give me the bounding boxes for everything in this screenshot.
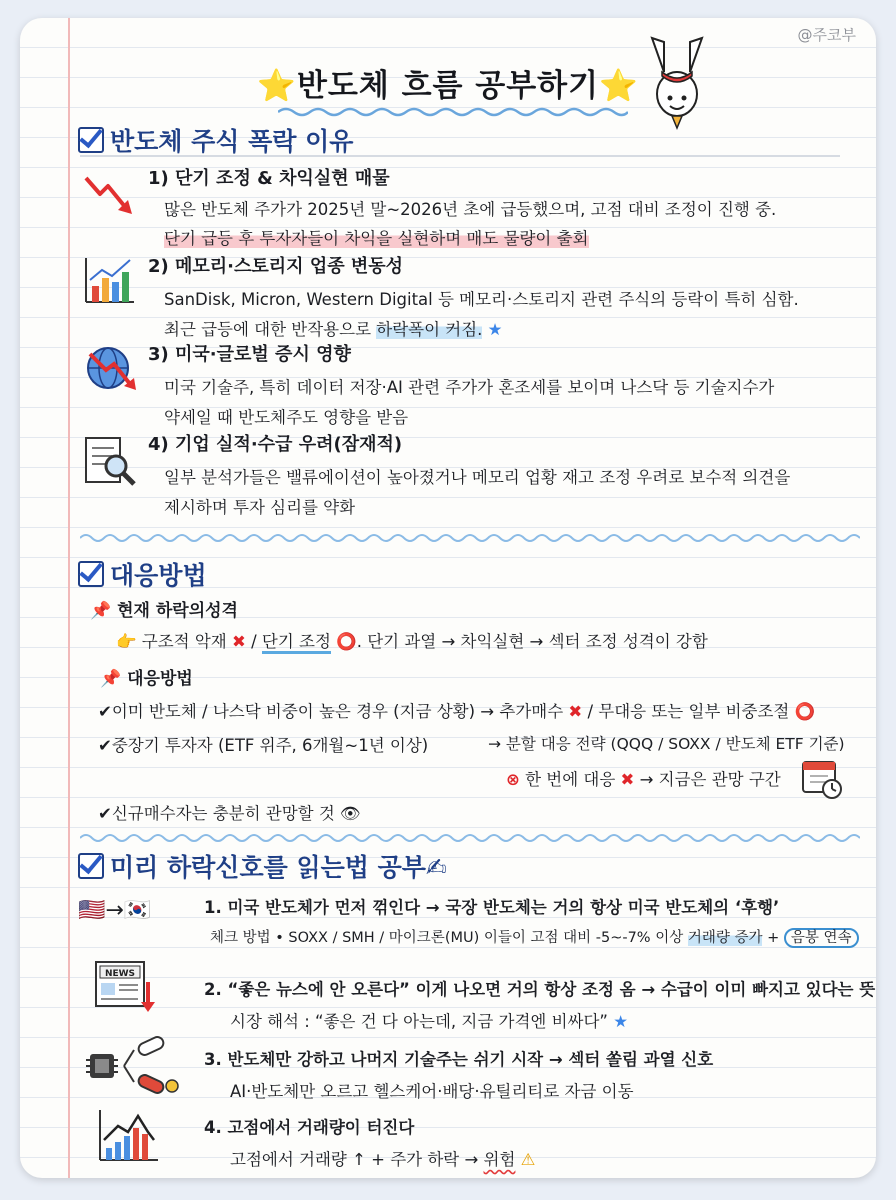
item-text: SanDisk, Micron, Western Digital 등 메모리·스토리지 관련 주식의 등락이 특히 심함. — [164, 290, 799, 309]
wavy-divider — [80, 532, 860, 544]
section-title-text: 대응방법 — [110, 561, 207, 590]
margin-line — [68, 18, 70, 1178]
title-block — [20, 60, 876, 105]
x-mark-icon: ✖ — [620, 770, 635, 789]
checkbox-icon — [78, 561, 104, 587]
o-mark-icon: ⭕ — [794, 702, 816, 721]
item-title: 3) 미국·글로벌 증시 영향 — [148, 344, 351, 365]
signal-text-part: 체크 방법 • SOXX / SMH / 마이크론(MU) 이들이 고점 대비 -5~-7% 이상 — [210, 930, 688, 946]
kr-flag-icon: 🇰🇷 — [123, 898, 152, 923]
item-text-part: 최근 급등에 대한 반작용으로 — [164, 320, 377, 339]
mascot-icon — [642, 32, 712, 132]
section-title-signals — [78, 848, 447, 884]
star-icon: ★ — [613, 1012, 628, 1031]
short-term-adjustment: 단기 조정 — [262, 632, 331, 654]
star-icon: ★ — [487, 320, 503, 339]
page-title — [257, 68, 638, 104]
section-title-response — [78, 556, 207, 592]
warning-icon: ⚠ — [520, 1150, 536, 1169]
response-row — [98, 732, 428, 756]
signal-title: 2. “좋은 뉴스에 안 오른다” 이게 나오면 거의 항상 조정 옴 → 수급이 이미 빠지고 있다는 뜻 — [204, 980, 876, 999]
item-title: 2) 메모리·스토리지 업종 변동성 — [148, 256, 404, 277]
title-text: 반도체 흐름 공부하기 — [296, 68, 600, 104]
signal-text — [210, 926, 859, 947]
document-search-icon — [82, 434, 138, 490]
response-text: 신규매수자는 충분히 관망할 것 — [111, 804, 341, 823]
eye-icon: 👁 — [340, 804, 361, 823]
response-text: / 무대응 또는 일부 비중조절 — [582, 702, 795, 721]
checkbox-icon — [78, 853, 104, 879]
note-page — [20, 18, 876, 1178]
ban-icon: ⊗ — [506, 770, 520, 789]
calendar-clock-icon — [800, 756, 844, 800]
chip-pills-icon — [80, 1036, 180, 1098]
x-mark-icon: ✖ — [232, 632, 246, 651]
item-title: 4) 기업 실적·수급 우려(잠재적) — [148, 434, 403, 455]
checkbox-icon — [78, 127, 104, 153]
check-icon: ✔ — [98, 702, 112, 721]
section-underline — [80, 154, 860, 158]
pin-icon: 📌 — [100, 669, 122, 689]
sub-head-text: 대응방법 — [127, 669, 193, 689]
us-flag-icon: 🇺🇸 — [78, 898, 106, 923]
section-title-crash-reasons — [78, 122, 353, 158]
highlight-red: 단기 급등 후 투자자들이 차익을 실현하며 매도 물량이 출회 — [164, 229, 589, 248]
item-title: 1) 단기 조정 & 차익실현 매물 — [148, 168, 390, 189]
item-text — [164, 225, 589, 249]
globe-down-icon — [84, 344, 140, 396]
bar-chart-icon — [84, 256, 136, 304]
newspaper-icon — [92, 958, 158, 1014]
signal-title: 4. 고점에서 거래량이 터진다 — [204, 1118, 415, 1137]
check-icon: ✔ — [98, 736, 112, 755]
writing-hand-icon: ✍ — [425, 853, 447, 882]
response-row — [98, 698, 815, 722]
response-row-strategy: → 분할 대응 전략 (QQQ / SOXX / 반도체 ETF 기준) — [488, 735, 845, 753]
arrow-icon: → — [105, 898, 124, 923]
title-underline — [278, 106, 628, 118]
signal-text-part: 시장 해석 : “좋은 건 다 아는데, 지금 가격엔 비싸다” — [230, 1012, 614, 1031]
pin-icon: 📌 — [90, 601, 112, 621]
item-text: 많은 반도체 주가가 2025년 말~2026년 초에 급등했으며, 고점 대비 조정이 진행 중. — [164, 200, 777, 219]
signal-text-part: 고점에서 거래량 ↑ + 주가 하락 → — [230, 1150, 484, 1169]
x-mark-icon: ✖ — [568, 702, 583, 721]
signal-title: 1. 미국 반도체가 먼저 꺾인다 → 국장 반도체는 거의 항상 미국 반도체의 ‘후행’ — [204, 898, 780, 917]
star-icon: ⭐ — [257, 68, 297, 104]
response-text: → 지금은 관망 구간 — [634, 770, 781, 789]
wavy-divider — [80, 832, 860, 844]
nature-text-a: 구조적 악재 — [141, 632, 227, 651]
section-title-text: 반도체 주식 폭락 이유 — [110, 127, 354, 156]
signal-title: 3. 반도체만 강하고 나머지 기술주는 쉬기 시작 → 섹터 쏠림 과열 신호 — [204, 1050, 714, 1069]
response-row — [506, 766, 781, 790]
star-icon: ⭐ — [599, 68, 639, 104]
signal-text: AI·반도체만 오르고 헬스케어·배당·유틸리티로 자금 이동 — [230, 1082, 634, 1101]
sub-head-response — [100, 664, 193, 689]
check-icon: ✔ — [98, 804, 112, 823]
pointer-icon: 👉 — [116, 632, 137, 651]
signal-text — [230, 1146, 535, 1170]
circled-text: 음봉 연속 — [784, 928, 859, 948]
signal-text-part: + — [762, 930, 784, 946]
sub-head-nature — [90, 596, 238, 621]
down-trend-arrow-icon — [82, 172, 136, 218]
danger-text: 위험 — [483, 1150, 516, 1169]
item-text: 일부 분석가들은 밸류에이션이 높아졌거나 메모리 업황 재고 조정 우려로 보수적 의견을 — [164, 468, 791, 487]
watermark: @주코부 — [797, 26, 856, 44]
response-text: 이미 반도체 / 나스닥 비중이 높은 경우 (지금 상황) → 추가매수 — [111, 702, 569, 721]
response-row — [98, 800, 361, 824]
item-text: 제시하며 투자 심리를 약화 — [164, 498, 356, 517]
flags — [78, 898, 151, 923]
nature-line — [116, 628, 708, 652]
item-text: 약세일 때 반도체주도 영향을 받음 — [164, 408, 409, 427]
o-mark-icon: ⭕ — [336, 632, 357, 651]
separator: / — [245, 632, 262, 651]
news-label: NEWS — [104, 969, 136, 979]
item-text — [164, 316, 502, 340]
sub-head-text: 현재 하락의성격 — [117, 601, 238, 621]
response-text: 중장기 투자자 (ETF 위주, 6개월~1년 이상) — [111, 736, 429, 755]
item-text: 미국 기술주, 특히 데이터 저장·AI 관련 주가가 혼조세를 보이며 나스닥 등 기술지수가 — [164, 378, 775, 397]
signal-text — [230, 1008, 628, 1032]
response-text: 한 번에 대응 — [525, 770, 621, 789]
section-title-text: 미리 하락신호를 읽는법 공부 — [110, 853, 426, 882]
volume-chart-icon — [96, 1106, 162, 1164]
highlight-blue: 하락폭이 커짐. — [376, 320, 483, 339]
highlight-blue: 거래량 증가 — [687, 930, 763, 946]
nature-text-c: . 단기 과열 → 차익실현 → 섹터 조정 성격이 강함 — [356, 632, 708, 651]
